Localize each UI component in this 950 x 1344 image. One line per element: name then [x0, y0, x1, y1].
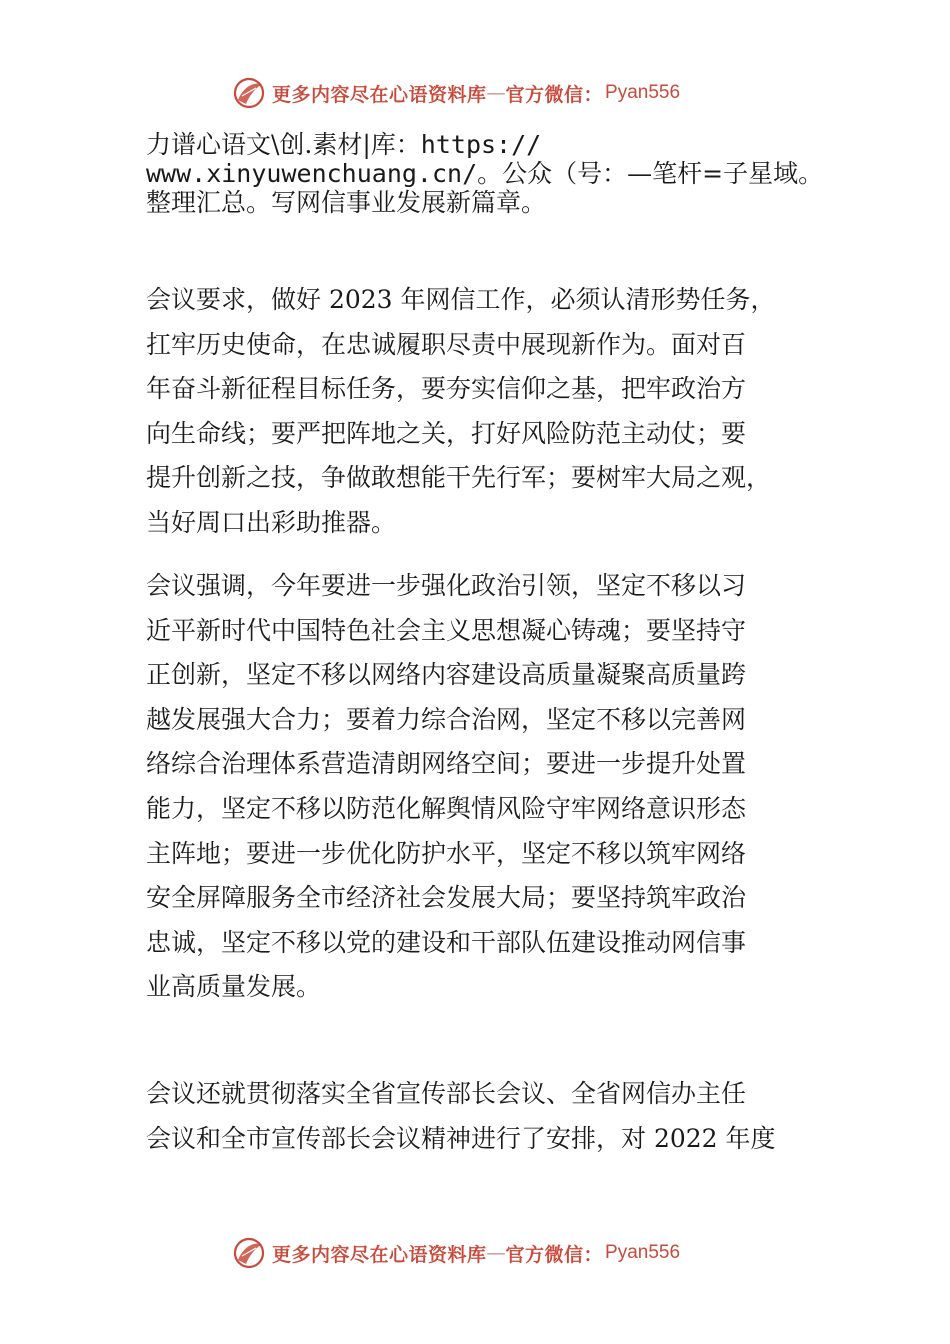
watermark-text: 更多内容尽在心语资料库: [272, 1243, 487, 1266]
paragraph-requirements: [146, 278, 814, 546]
paragraph-line: 主阵地；要进一步优化防护水平，坚定不移以筑牢网络: [146, 838, 747, 868]
watermark-label: 官方微信：: [505, 83, 604, 106]
paragraph-line: 会议要求，做好 2023 年网信工作，必须认清形势任务，: [146, 285, 776, 314]
paragraph-line: 越发展强大合力；要着力综合治网，坚定不移以完善网: [146, 704, 747, 734]
watermark-account: Pyan556: [605, 82, 681, 103]
paragraph-arrangements: [146, 1072, 814, 1161]
source-account: 。公众（号：—笔杆=子星域。: [477, 159, 824, 188]
source-label: 力谱心语文\创.素材|库：: [146, 130, 421, 159]
paragraph-line: 正创新，坚定不移以网络内容建设高质量凝聚高质量跨: [146, 660, 747, 690]
source-line-3: 整理汇总。写网信事业发展新篇章。: [146, 188, 547, 217]
paragraph-line: 年奋斗新征程目标任务，要夯实信仰之基，把牢政治方: [146, 374, 747, 404]
paragraph-line: 业高质量发展。: [146, 972, 322, 1002]
header-watermark-banner: [232, 73, 680, 113]
watermark-separator: —: [486, 82, 506, 104]
source-line-1: [146, 130, 814, 159]
paragraph-line: 会议还就贯彻落实全省宣传部长会议、全省网信办主任: [146, 1079, 747, 1108]
watermark-separator: —: [486, 1242, 506, 1264]
paragraph-line: 忠诚，坚定不移以党的建设和干部队伍建设推动网信事: [146, 927, 747, 957]
footer-watermark-banner: [232, 1233, 680, 1273]
source-line-2: [146, 159, 824, 188]
paragraph-line: 当好周口出彩助推器。: [146, 507, 397, 537]
paragraph-emphasis: [146, 564, 814, 1010]
source-url: www.xinyuwenchuang.cn/: [146, 159, 478, 188]
paragraph-line: 提升创新之技，争做敢想能干先行军；要树牢大局之观，: [146, 463, 772, 493]
paragraph-line: 近平新时代中国特色社会主义思想凝心铸魂；要坚持守: [146, 615, 747, 645]
logo-icon: [232, 76, 266, 110]
paragraph-line: 安全屏障服务全市经济社会发展大局；要坚持筑牢政治: [146, 883, 747, 913]
paragraph-line: 扛牢历史使命，在忠诚履职尽责中展现新作为。面对百: [146, 329, 747, 359]
watermark-account: Pyan556: [605, 1242, 681, 1263]
source-url-start: https://: [420, 130, 542, 159]
watermark-label: 官方微信：: [505, 1243, 604, 1266]
paragraph-line: 会议和全市宣传部长会议精神进行了安排，对 2022 年度: [146, 1123, 776, 1153]
paragraph-line: 会议强调，今年要进一步强化政治引领，坚定不移以习: [146, 571, 747, 600]
logo-icon: [232, 1236, 266, 1270]
watermark-text: 更多内容尽在心语资料库: [272, 83, 487, 106]
paragraph-line: 能力，坚定不移以防范化解舆情风险守牢网络意识形态: [146, 793, 747, 823]
paragraph-line: 向生命线；要严把阵地之关，打好风险防范主动仗；要: [146, 418, 747, 448]
source-info-block: [146, 130, 824, 217]
paragraph-line: 络综合治理体系营造清朗网络空间；要进一步提升处置: [146, 749, 747, 779]
